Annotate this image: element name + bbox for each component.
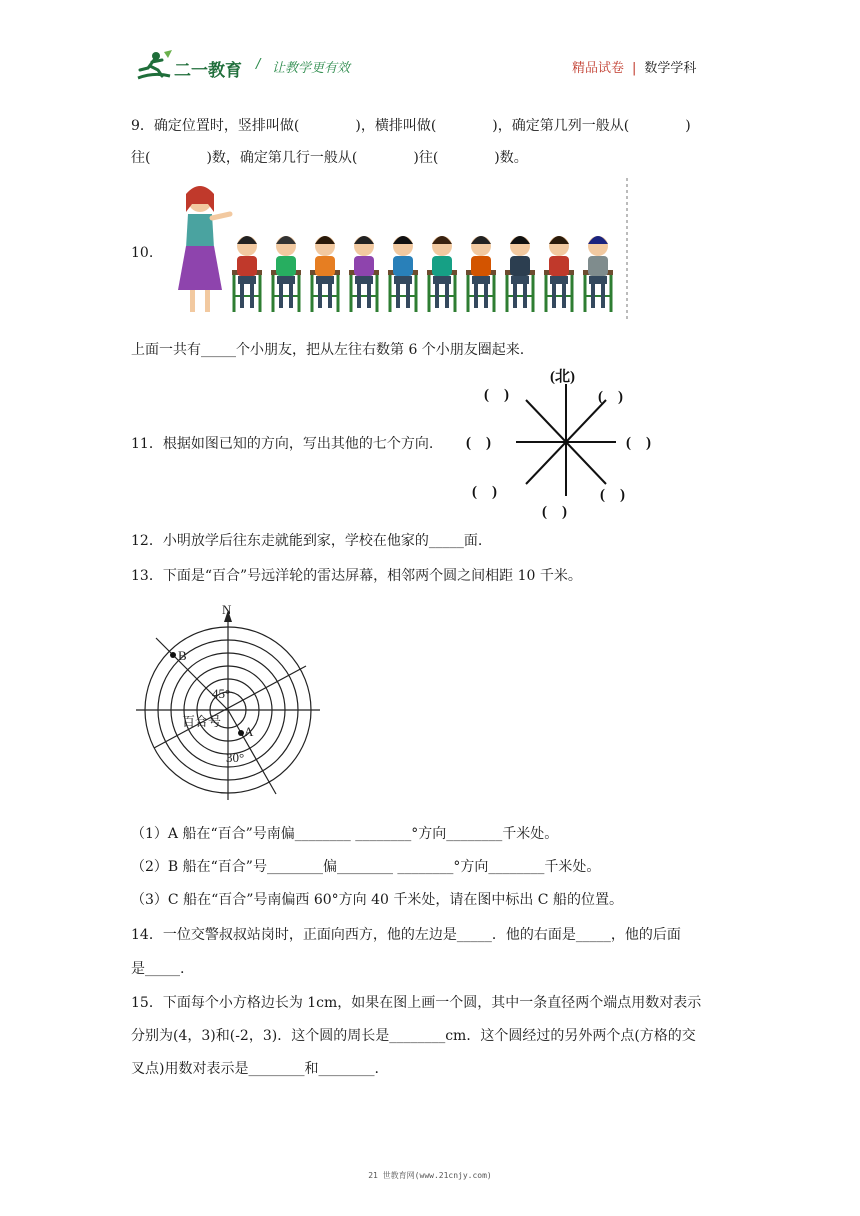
child-figure bbox=[349, 236, 379, 312]
s-blank: ( ) bbox=[542, 504, 567, 520]
radar-b-label: B bbox=[178, 648, 187, 663]
q15-line2: 分别为(4，3)和(-2，3)．这个圆的周长是________cm．这个圆经过的另外两个点(方格的交 bbox=[131, 1028, 696, 1044]
radar-angle-30: 30° bbox=[226, 750, 245, 765]
radar-a-label: A bbox=[244, 724, 254, 739]
radar-center-label: 百合号 bbox=[182, 714, 222, 729]
q13-sub2: （2）B 船在“百合”号________偏________ ________°方向________千米处。 bbox=[131, 859, 601, 875]
child-figure bbox=[232, 236, 262, 312]
header-tags bbox=[572, 57, 696, 76]
q9-line2: 往( )数，确定第几行一般从( )往( )数。 bbox=[131, 150, 528, 166]
logo-text: 二一教育 bbox=[174, 61, 242, 81]
q15-line1: 15．下面每个小方格边长为 1cm，如果在图上画一个圆，其中一条直径两个端点用数对表示 bbox=[131, 995, 702, 1011]
north-label: (北) bbox=[550, 369, 575, 385]
child-figure bbox=[466, 236, 496, 312]
logo-runner-icon bbox=[134, 48, 174, 82]
child-figure bbox=[271, 236, 301, 312]
q12-text: 12．小明放学后往东走就能到家，学校在他家的_____面. bbox=[131, 533, 483, 549]
child-figure bbox=[505, 236, 535, 312]
footer: 21 世教育网(www.21cnjy.com) bbox=[368, 1171, 492, 1180]
q10-number: 10. bbox=[131, 245, 154, 261]
child-figure bbox=[427, 236, 457, 312]
e-blank: ( ) bbox=[626, 435, 651, 451]
q14-line2: 是_____. bbox=[131, 961, 185, 977]
nw-blank: ( ) bbox=[484, 387, 509, 403]
q13-text: 13．下面是“百合”号远洋轮的雷达屏幕，相邻两个圆之间相距 10 千米。 bbox=[131, 568, 582, 584]
children-illustration bbox=[172, 178, 630, 320]
child-figure bbox=[310, 236, 340, 312]
se-blank: ( ) bbox=[600, 487, 625, 503]
header-separator: | bbox=[632, 61, 637, 76]
q9-line1: 9．确定位置时，竖排叫做( )，横排叫做( )，确定第几列一般从( ) bbox=[131, 118, 691, 134]
q10-text: 上面一共有_____个小朋友，把从左往右数第 6 个小朋友圈起来. bbox=[131, 342, 525, 358]
child-figure bbox=[544, 236, 574, 312]
header-tag-left: 精品试卷 bbox=[572, 61, 625, 76]
child-figure bbox=[583, 236, 613, 312]
radar-n-label: N bbox=[222, 602, 232, 617]
radar-screen bbox=[130, 596, 326, 802]
header bbox=[0, 0, 860, 90]
q13-sub1: （1）A 船在“百合”号南偏________ ________°方向________千米处。 bbox=[131, 826, 559, 842]
w-blank: ( ) bbox=[466, 435, 491, 451]
q13-sub3: （3）C 船在“百合”号南偏西 60°方向 40 千米处，请在图中标出 C 船的位置。 bbox=[131, 892, 623, 908]
q11-text: 11．根据如图已知的方向，写出其他的七个方向. bbox=[131, 436, 434, 452]
radar-angle-45: 45° bbox=[212, 686, 231, 701]
children-row bbox=[232, 236, 613, 312]
sw-blank: ( ) bbox=[472, 484, 497, 500]
q14-line1: 14．一位交警叔叔站岗时，正面向西方，他的左边是_____．他的右面是_____，他的后面 bbox=[131, 927, 681, 943]
q15-line3: 叉点)用数对表示是________和________. bbox=[131, 1061, 379, 1077]
header-tag-right: 数学学科 bbox=[644, 61, 697, 76]
child-figure bbox=[388, 236, 418, 312]
compass-diagram bbox=[462, 362, 674, 524]
ne-blank: ( ) bbox=[598, 389, 623, 405]
teacher-figure bbox=[178, 186, 230, 312]
header-divider: / bbox=[256, 57, 261, 72]
header-slogan: 让教学更有效 bbox=[272, 61, 351, 76]
